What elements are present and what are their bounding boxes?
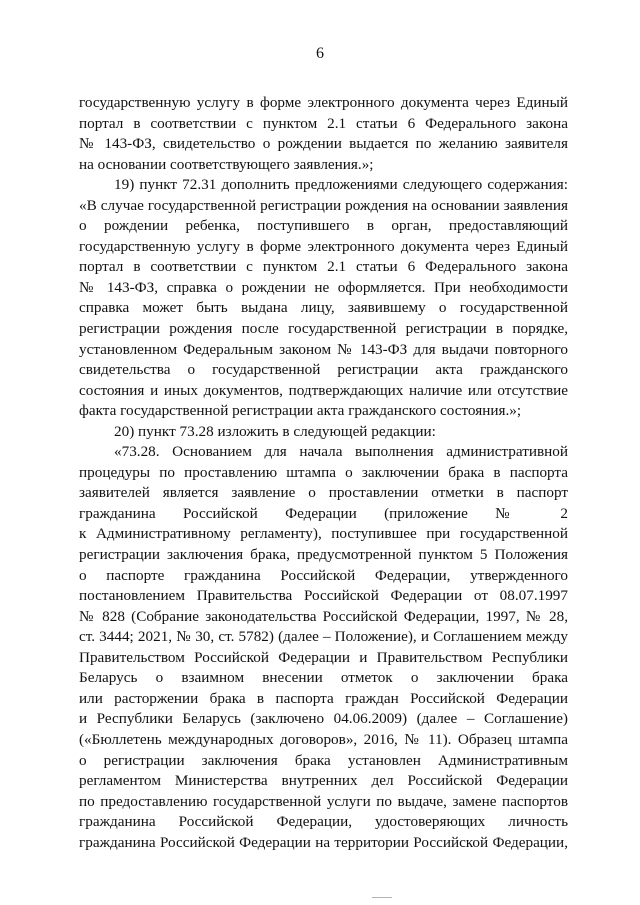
text-line: заявителей является заявление о проставлении отметки в паспорт <box>79 484 568 502</box>
text-line: № 828 (Собрание законодательства Российской Федерации, 1997, № 28, <box>79 607 568 625</box>
text-line: гражданина Российской Федерации, удостоверяющих личность <box>79 813 568 831</box>
text-line: о паспорте гражданина Российской Федерации, утвержденного <box>79 566 568 584</box>
text-line: на основании соответствующего заявления.»; <box>79 155 374 173</box>
text-line: регистрации заключения брака, предусмотренной пунктом 5 Положения <box>79 546 568 564</box>
text-line: 19) пункт 72.31 дополнить предложениями следующего содержания: <box>114 176 568 194</box>
text-line: о регистрации заключения брака установлен Административным <box>79 751 568 769</box>
text-line: государственную услугу в форме электронного документа через Единый <box>79 237 568 255</box>
text-line: регламентом Министерства внутренних дел Российской Федерации <box>79 772 568 790</box>
text-line: регистрации рождения после государственной регистрации в порядке, <box>79 320 568 338</box>
text-line: о рождении ребенка, поступившего в орган, предоставляющий <box>79 217 568 235</box>
text-line: гражданина Российской Федерации (приложение № 2 <box>79 504 568 522</box>
text-line: портал в соответствии с пунктом 2.1 статьи 6 Федерального закона <box>79 114 568 132</box>
text-line: факта государственной регистрации акта гражданского состояния.»; <box>79 402 522 420</box>
page-number: 6 <box>316 45 324 62</box>
text-line: «В случае государственной регистрации рождения на основании заявления <box>79 196 568 214</box>
text-line: к Административному регламенту), поступившее при государственной <box>79 525 568 543</box>
text-line: государственную услугу в форме электронного документа через Единый <box>79 94 568 111</box>
text-line: «73.28. Основанием для начала выполнения административной <box>114 443 568 461</box>
text-line: Беларусь о взаимном внесении отметок о заключении брака <box>79 669 568 687</box>
text-line: 20) пункт 73.28 изложить в следующей редакции: <box>114 422 436 440</box>
text-line: по предоставлению государственной услуги по выдаче, замене паспортов <box>79 792 568 810</box>
text-line: Правительством Российской Федерации и Правительством Республики <box>79 648 568 666</box>
text-line: ст. 3444; 2021, № 30, ст. 5782) (далее – Положение), и Соглашением между <box>79 628 568 646</box>
text-line: постановлением Правительства Российской Федерации от 08.07.1997 <box>79 587 568 605</box>
text-line: и Республики Беларусь (заключено 04.06.2009) (далее – Соглашение) <box>79 710 568 728</box>
text-line: состояния и иных документов, подтверждающих наличие или отсутствие <box>79 381 568 399</box>
text-line: свидетельства о государственной регистрации акта гражданского <box>79 361 568 379</box>
text-line: справка может быть выдана лицу, заявившему о государственной <box>79 299 568 317</box>
text-line: процедуры по проставлению штампа о заключении брака в паспорта <box>79 463 568 481</box>
text-line: или расторжении брака в паспорта граждан Российской Федерации <box>79 689 568 707</box>
text-line: установленном Федеральным законом № 143-ФЗ для выдачи повторного <box>79 340 568 358</box>
text-line: гражданина Российской Федерации на территории Российской Федерации, <box>79 833 568 851</box>
text-line: портал в соответствии с пунктом 2.1 статьи 6 Федерального закона <box>79 258 568 276</box>
text-line: № 143-ФЗ, свидетельство о рождении выдается по желанию заявителя <box>79 135 568 153</box>
scan-artifact <box>372 897 392 898</box>
document-body <box>79 93 568 853</box>
text-line: («Бюллетень международных договоров», 2016, № 11). Образец штампа <box>79 730 568 748</box>
text-line: № 143-ФЗ, справка о рождении не оформляется. При необходимости <box>79 278 568 296</box>
